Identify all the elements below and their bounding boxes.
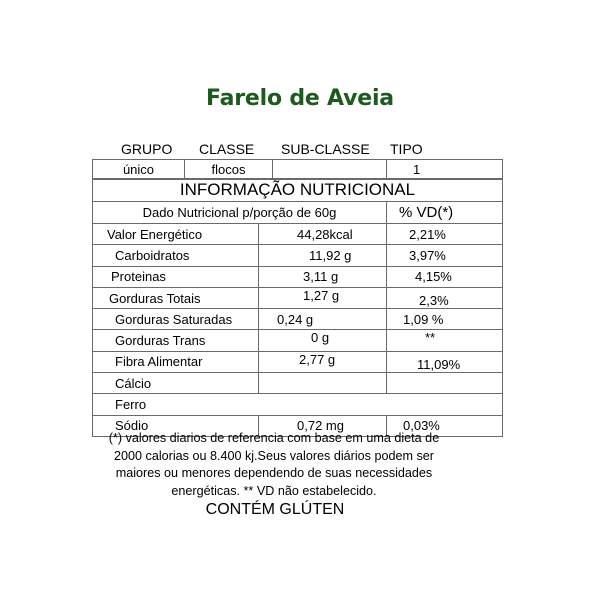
nutrient-vd: 4,15% xyxy=(387,266,503,287)
footnote-line: 2000 calorias ou 8.400 kj.Seus valores diários podem ser xyxy=(114,448,434,463)
nutrient-name: Ferro xyxy=(93,394,259,415)
footnote-line: maiores ou menores dependendo de suas necessidades xyxy=(115,466,433,480)
vd-label: % VD(*) xyxy=(387,202,503,224)
class-label: CLASSE xyxy=(199,141,255,157)
table-row xyxy=(93,287,503,308)
table-row xyxy=(93,309,503,330)
table-row xyxy=(93,351,503,372)
group-label: GRUPO xyxy=(121,141,173,157)
table-row xyxy=(93,373,503,394)
nutrient-vd: 1,09 % xyxy=(387,309,503,330)
nutrient-amount: 2,77 g xyxy=(259,351,387,372)
nutrition-heading-row xyxy=(93,179,503,202)
nutrient-amount: 44,28kcal xyxy=(259,224,387,245)
group-value: único xyxy=(93,160,185,180)
nutrient-name: Sódio xyxy=(93,415,259,436)
gluten-warning: CONTÉM GLÚTEN xyxy=(205,501,345,518)
nutrient-vd xyxy=(387,394,503,415)
nutrient-vd xyxy=(387,373,503,394)
table-row xyxy=(93,245,503,266)
nutrient-amount: 3,11 g xyxy=(259,266,387,287)
product-title: Farelo de Aveia xyxy=(206,86,394,111)
nutrient-amount: 0,72 mg xyxy=(259,415,387,436)
nutrient-vd: 11,09% xyxy=(387,351,503,372)
table-row xyxy=(93,266,503,287)
nutrient-name: Proteinas xyxy=(93,266,259,287)
subclass-label: SUB-CLASSE xyxy=(281,141,370,157)
nutrient-amount xyxy=(259,394,387,415)
nutrient-name: Cálcio xyxy=(93,373,259,394)
nutrient-name: Carboidratos xyxy=(93,245,259,266)
nutrition-table xyxy=(92,178,503,437)
nutrient-amount xyxy=(259,373,387,394)
nutrient-vd: 0,03% xyxy=(387,415,503,436)
nutrient-name: Valor Energético xyxy=(93,224,259,245)
classification-row xyxy=(93,160,503,180)
nutrient-name: Gorduras Totais xyxy=(93,287,259,308)
table-row xyxy=(93,224,503,245)
nutrient-amount: 1,27 g xyxy=(259,287,387,308)
nutrient-vd: 2,3% xyxy=(387,287,503,308)
nutrition-heading: INFORMAÇÃO NUTRICIONAL xyxy=(93,179,503,202)
nutrient-vd: 2,21% xyxy=(387,224,503,245)
table-row xyxy=(93,394,503,415)
classification-table xyxy=(92,159,503,180)
nutrient-name: Fibra Alimentar xyxy=(93,351,259,372)
portion-label: Dado Nutricional p/porção de 60g xyxy=(93,202,387,224)
nutrient-amount: 0 g xyxy=(259,330,387,351)
nutrient-vd: 3,97% xyxy=(387,245,503,266)
nutrient-amount: 0,24 g xyxy=(259,309,387,330)
portion-row xyxy=(93,202,503,224)
nutrient-amount: 11,92 g xyxy=(259,245,387,266)
type-label: TIPO xyxy=(390,141,423,157)
type-value: 1 xyxy=(387,160,503,180)
nutrient-name: Gorduras Trans xyxy=(93,330,259,351)
table-row xyxy=(93,330,503,351)
nutrient-name: Gorduras Saturadas xyxy=(93,309,259,330)
class-value: flocos xyxy=(185,160,273,180)
footnote xyxy=(84,430,464,500)
footnote-line: (*) valores diarios de referencia com base em uma dieta de xyxy=(108,431,440,445)
classification-header xyxy=(0,141,600,159)
nutrient-vd: ** xyxy=(387,330,503,351)
subclass-value xyxy=(273,160,387,180)
footnote-line: energéticas. ** VD não estabelecido. xyxy=(171,483,377,498)
